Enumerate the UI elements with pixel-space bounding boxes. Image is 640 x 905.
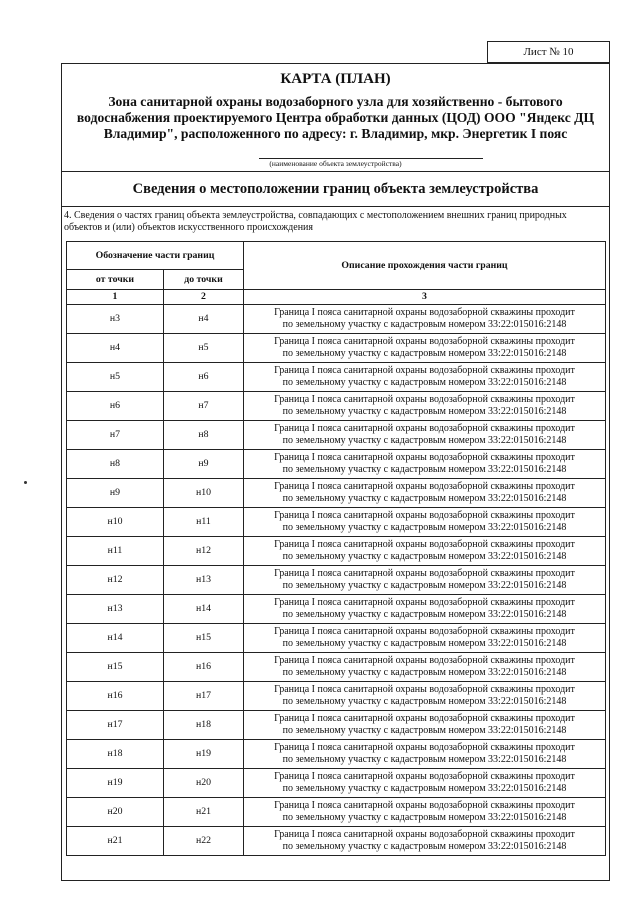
from-point-cell: н9 (67, 479, 164, 508)
from-point-cell: н6 (67, 392, 164, 421)
description-line-1: Граница I пояса санитарной охраны водозаборной скважины проходит (274, 800, 575, 811)
description-line-1: Граница I пояса санитарной охраны водозаборной скважины проходит (274, 307, 575, 318)
description-line-1: Граница I пояса санитарной охраны водозаборной скважины проходит (274, 481, 575, 492)
to-point-cell: н16 (164, 653, 244, 682)
to-point-cell: н19 (164, 740, 244, 769)
description-cell (244, 682, 606, 711)
table-row (67, 624, 606, 653)
description-line-1: Граница I пояса санитарной охраны водозаборной скважины проходит (274, 742, 575, 753)
from-point-cell: н12 (67, 566, 164, 595)
object-caption: (наименование объекта землеустройства) (269, 159, 402, 168)
col-to-header: до точки (164, 270, 244, 290)
to-point-cell: н22 (164, 827, 244, 856)
description-line-2: по земельному участку с кадастровым номером 33:22:015016:2148 (282, 696, 567, 707)
table-row (67, 566, 606, 595)
table-row (67, 450, 606, 479)
description-line-1: Граница I пояса санитарной охраны водозаборной скважины проходит (274, 394, 575, 405)
description-cell (244, 624, 606, 653)
table-row (67, 595, 606, 624)
description-cell (244, 711, 606, 740)
from-point-cell: н20 (67, 798, 164, 827)
to-point-cell: н4 (164, 305, 244, 334)
description-line-1: Граница I пояса санитарной охраны водозаборной скважины проходит (274, 626, 575, 637)
to-point-cell: н21 (164, 798, 244, 827)
description-line-1: Граница I пояса санитарной охраны водозаборной скважины проходит (274, 829, 575, 840)
table-row (67, 508, 606, 537)
col-group-header: Обозначение части границ (67, 242, 244, 270)
from-point-cell: н4 (67, 334, 164, 363)
description-line-2: по земельному участку с кадастровым номером 33:22:015016:2148 (282, 435, 567, 446)
scan-speck (24, 481, 27, 484)
table-row (67, 827, 606, 856)
subsection-heading: 4. Сведения о частях границ объекта землеустройства, совпадающих с местоположением внешних границ природных объектов и (или) объектов искусственного происхождения (64, 210, 567, 233)
description-line-1: Граница I пояса санитарной охраны водозаборной скважины проходит (274, 597, 575, 608)
description-line-2: по земельному участку с кадастровым номером 33:22:015016:2148 (282, 609, 567, 620)
table-row (67, 798, 606, 827)
to-point-cell: н11 (164, 508, 244, 537)
to-point-cell: н7 (164, 392, 244, 421)
to-point-cell: н13 (164, 566, 244, 595)
to-point-cell: н14 (164, 595, 244, 624)
to-point-cell: н20 (164, 769, 244, 798)
description-cell (244, 421, 606, 450)
description-line-1: Граница I пояса санитарной охраны водозаборной скважины проходит (274, 655, 575, 666)
description-line-1: Граница I пояса санитарной охраны водозаборной скважины проходит (274, 365, 575, 376)
description-line-1: Граница I пояса санитарной охраны водозаборной скважины проходит (274, 539, 575, 550)
description-cell (244, 363, 606, 392)
description-line-1: Граница I пояса санитарной охраны водозаборной скважины проходит (274, 568, 575, 579)
table-row (67, 305, 606, 334)
table-row (67, 711, 606, 740)
description-line-2: по земельному участку с кадастровым номером 33:22:015016:2148 (282, 667, 567, 678)
description-cell (244, 566, 606, 595)
table-row (67, 769, 606, 798)
col-description-header: Описание прохождения части границ (244, 242, 606, 290)
description-cell (244, 508, 606, 537)
description-line-2: по земельному участку с кадастровым номером 33:22:015016:2148 (282, 406, 567, 417)
from-point-cell: н5 (67, 363, 164, 392)
table-row (67, 682, 606, 711)
col-number-3: 3 (244, 290, 606, 305)
from-point-cell: н7 (67, 421, 164, 450)
document-title: КАРТА (ПЛАН) (280, 71, 391, 87)
description-line-1: Граница I пояса санитарной охраны водозаборной скважины проходит (274, 510, 575, 521)
table-row (67, 479, 606, 508)
table-row (67, 653, 606, 682)
description-line-2: по земельному участку с кадастровым номером 33:22:015016:2148 (282, 493, 567, 504)
description-cell (244, 740, 606, 769)
description-line-1: Граница I пояса санитарной охраны водозаборной скважины проходит (274, 684, 575, 695)
description-line-2: по земельному участку с кадастровым номером 33:22:015016:2148 (282, 348, 567, 359)
from-point-cell: н18 (67, 740, 164, 769)
description-line-1: Граница I пояса санитарной охраны водозаборной скважины проходит (274, 713, 575, 724)
description-line-2: по земельному участку с кадастровым номером 33:22:015016:2148 (282, 638, 567, 649)
from-point-cell: н19 (67, 769, 164, 798)
from-point-cell: н3 (67, 305, 164, 334)
table-row (67, 363, 606, 392)
to-point-cell: н15 (164, 624, 244, 653)
description-line-2: по земельному участку с кадастровым номером 33:22:015016:2148 (282, 580, 567, 591)
table-row (67, 334, 606, 363)
from-point-cell: н10 (67, 508, 164, 537)
description-cell (244, 653, 606, 682)
table-row (67, 392, 606, 421)
col-number-1: 1 (67, 290, 164, 305)
to-point-cell: н5 (164, 334, 244, 363)
description-line-2: по земельному участку с кадастровым номером 33:22:015016:2148 (282, 377, 567, 388)
to-point-cell: н10 (164, 479, 244, 508)
description-line-2: по земельному участку с кадастровым номером 33:22:015016:2148 (282, 522, 567, 533)
to-point-cell: н6 (164, 363, 244, 392)
section-title: Сведения о местоположении границ объекта землеустройства (61, 172, 610, 207)
description-line-2: по земельному участку с кадастровым номером 33:22:015016:2148 (282, 783, 567, 794)
description-line-2: по земельному участку с кадастровым номером 33:22:015016:2148 (282, 812, 567, 823)
boundary-table (66, 241, 606, 856)
description-cell (244, 827, 606, 856)
from-point-cell: н16 (67, 682, 164, 711)
table-row (67, 421, 606, 450)
description-line-1: Граница I пояса санитарной охраны водозаборной скважины проходит (274, 771, 575, 782)
description-cell (244, 537, 606, 566)
description-line-2: по земельному участку с кадастровым номером 33:22:015016:2148 (282, 725, 567, 736)
to-point-cell: н12 (164, 537, 244, 566)
table-row (67, 537, 606, 566)
description-cell (244, 769, 606, 798)
description-line-1: Граница I пояса санитарной охраны водозаборной скважины проходит (274, 423, 575, 434)
description-line-2: по земельному участку с кадастровым номером 33:22:015016:2148 (282, 754, 567, 765)
from-point-cell: н11 (67, 537, 164, 566)
from-point-cell: н21 (67, 827, 164, 856)
table-body (67, 305, 606, 856)
description-line-1: Граница I пояса санитарной охраны водозаборной скважины проходит (274, 336, 575, 347)
from-point-cell: н15 (67, 653, 164, 682)
description-line-1: Граница I пояса санитарной охраны водозаборной скважины проходит (274, 452, 575, 463)
description-cell (244, 450, 606, 479)
col-from-header: от точки (67, 270, 164, 290)
table-row (67, 740, 606, 769)
description-cell (244, 334, 606, 363)
from-point-cell: н8 (67, 450, 164, 479)
to-point-cell: н9 (164, 450, 244, 479)
description-line-2: по земельному участку с кадастровым номером 33:22:015016:2148 (282, 464, 567, 475)
sheet-number-label: Лист № 10 (487, 41, 610, 63)
from-point-cell: н13 (67, 595, 164, 624)
description-cell (244, 392, 606, 421)
description-cell (244, 595, 606, 624)
description-line-2: по земельному участку с кадастровым номером 33:22:015016:2148 (282, 551, 567, 562)
object-description: Зона санитарной охраны водозаборного узла для хозяйственно - бытового водоснабжения проектируемого Центра обработки данных (ЦОД) ООО "Яндекс ДЦ Владимир", расположенного по адресу: г. Владимир, мкр. Энергетик I пояс (76, 94, 595, 141)
from-point-cell: н14 (67, 624, 164, 653)
col-number-2: 2 (164, 290, 244, 305)
description-cell (244, 479, 606, 508)
description-cell (244, 305, 606, 334)
description-line-2: по земельному участку с кадастровым номером 33:22:015016:2148 (282, 319, 567, 330)
description-cell (244, 798, 606, 827)
to-point-cell: н18 (164, 711, 244, 740)
description-line-2: по земельному участку с кадастровым номером 33:22:015016:2148 (282, 841, 567, 852)
from-point-cell: н17 (67, 711, 164, 740)
to-point-cell: н17 (164, 682, 244, 711)
document-header (61, 63, 610, 172)
to-point-cell: н8 (164, 421, 244, 450)
